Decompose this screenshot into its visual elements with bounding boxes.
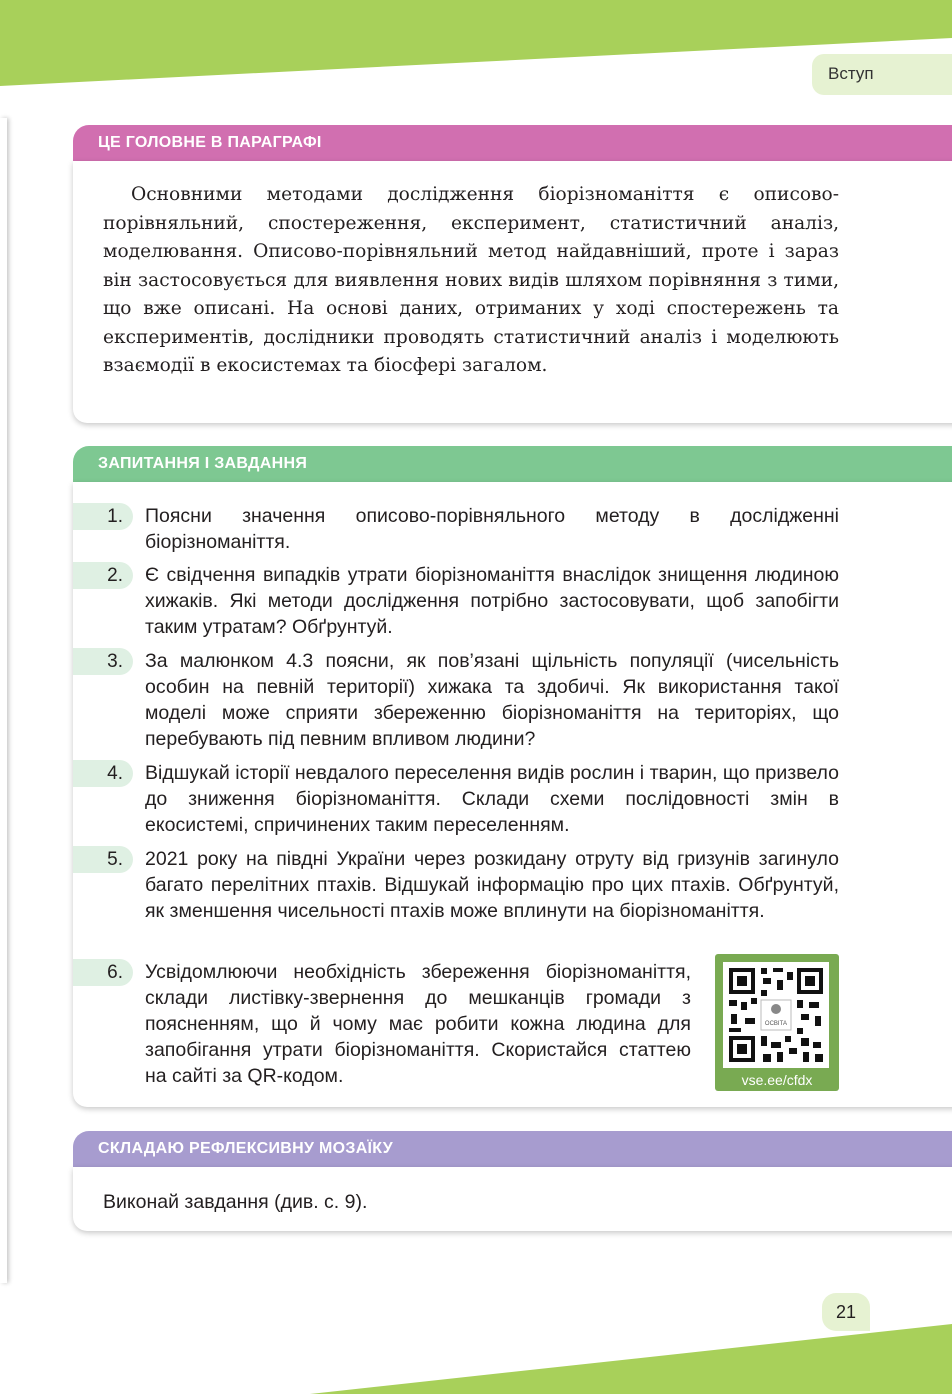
left-page-edge — [0, 118, 7, 1283]
page-number: 21 — [835, 1302, 857, 1322]
summary-header — [73, 125, 952, 161]
bottom-decorative-band — [0, 1304, 952, 1394]
reflection-header — [73, 1131, 952, 1167]
question-text: За малюнком 4.3 поясни, як пов’язані щільність популяції (чисельність особин на певній території) хижака та здобичі. Як використання такої моделі може сприяти збереженню біорізноманіття на територіях, що перебувають під певним впливом людини? — [145, 650, 839, 750]
question-number: 1. — [107, 506, 123, 527]
question-text: Усвідомлюючи необхідність збереження біорізноманіття, склади листівку-звернення до мешканців громади з поясненням, що й чому має робити кожна людина для запобігання утрати біорізноманіття. Скористайся статтею на сайті за QR-кодом. — [145, 961, 691, 1087]
summary-section — [73, 125, 952, 423]
question-text: 2021 року на півдні України через розкидану отруту від гризунів загинуло багато перелітних птахів. Відшукай інформацію про цих птахів. Обґрунтуй, як зменшення чисельності птахів може вплинути на біорізноманіття. — [145, 848, 839, 922]
question-number: 5. — [107, 849, 123, 870]
qr-code-icon[interactable] — [723, 962, 829, 1068]
questions-title: ЗАПИТАННЯ І ЗАВДАННЯ — [98, 455, 308, 472]
qr-link-caption[interactable]: vse.ee/cfdx — [741, 1072, 813, 1088]
qr-code-card[interactable] — [715, 954, 839, 1091]
questions-header — [73, 446, 952, 482]
question-number: 4. — [107, 763, 123, 784]
question-number-tab — [73, 648, 133, 675]
question-number-tab — [73, 959, 133, 986]
question-number-tab — [73, 760, 133, 787]
chapter-tab — [812, 54, 952, 95]
question-number-tab — [73, 562, 133, 589]
question-number-tab — [73, 846, 133, 873]
summary-body — [73, 161, 952, 423]
question-text: Є свідчення випадків утрати біорізноманіття внаслідок знищення людиною хижаків. Які методи дослідження потрібно застосовувати, щоб запобігти таким утратам? Обґрунтуй. — [145, 564, 839, 638]
reflection-body — [73, 1167, 952, 1231]
questions-section — [73, 446, 952, 1107]
questions-body — [73, 482, 952, 1107]
top-decorative-band — [0, 0, 952, 90]
question-text: Поясни значення описово-порівняльного методу в дослідженні біорізноманіття. — [145, 505, 839, 553]
summary-text: Основними методами дослідження біорізноманіття є описово-порівняльний, спостереження, експеримент, статистичний аналіз, моделювання. Описово-порівняльний метод найдавніший, проте і зараз він застосовується для виявлення нових видів шляхом порівняння з тими, що вже описані. На основі даних, отриманих у ході спостережень та експериментів, дослідники проводять статистичний аналіз і моделюють взаємодії в екосистемах та біосфері загалом. — [103, 184, 839, 376]
reflection-title: СКЛАДАЮ РЕФЛЕКСИВНУ МОЗАЇКУ — [98, 1140, 393, 1157]
chapter-label: Вступ — [828, 64, 874, 83]
page-number-badge — [822, 1293, 870, 1331]
question-number: 3. — [107, 651, 123, 672]
question-text: Відшукай історії невдалого переселення видів рослин і тварин, що призвело до зниження біорізноманіття. Склади схеми послідовності змін в екосистемі, спричинених таким переселенням. — [145, 762, 839, 836]
question-number-tab — [73, 503, 133, 530]
question-number: 6. — [107, 962, 123, 983]
summary-title: ЦЕ ГОЛОВНЕ В ПАРАГРАФІ — [98, 134, 322, 151]
reflection-section — [73, 1131, 952, 1231]
reflection-text: Виконай завдання (див. с. 9). — [103, 1191, 368, 1213]
qr-logo-text: ОСВІТА — [764, 1021, 788, 1027]
question-number: 2. — [107, 565, 123, 586]
